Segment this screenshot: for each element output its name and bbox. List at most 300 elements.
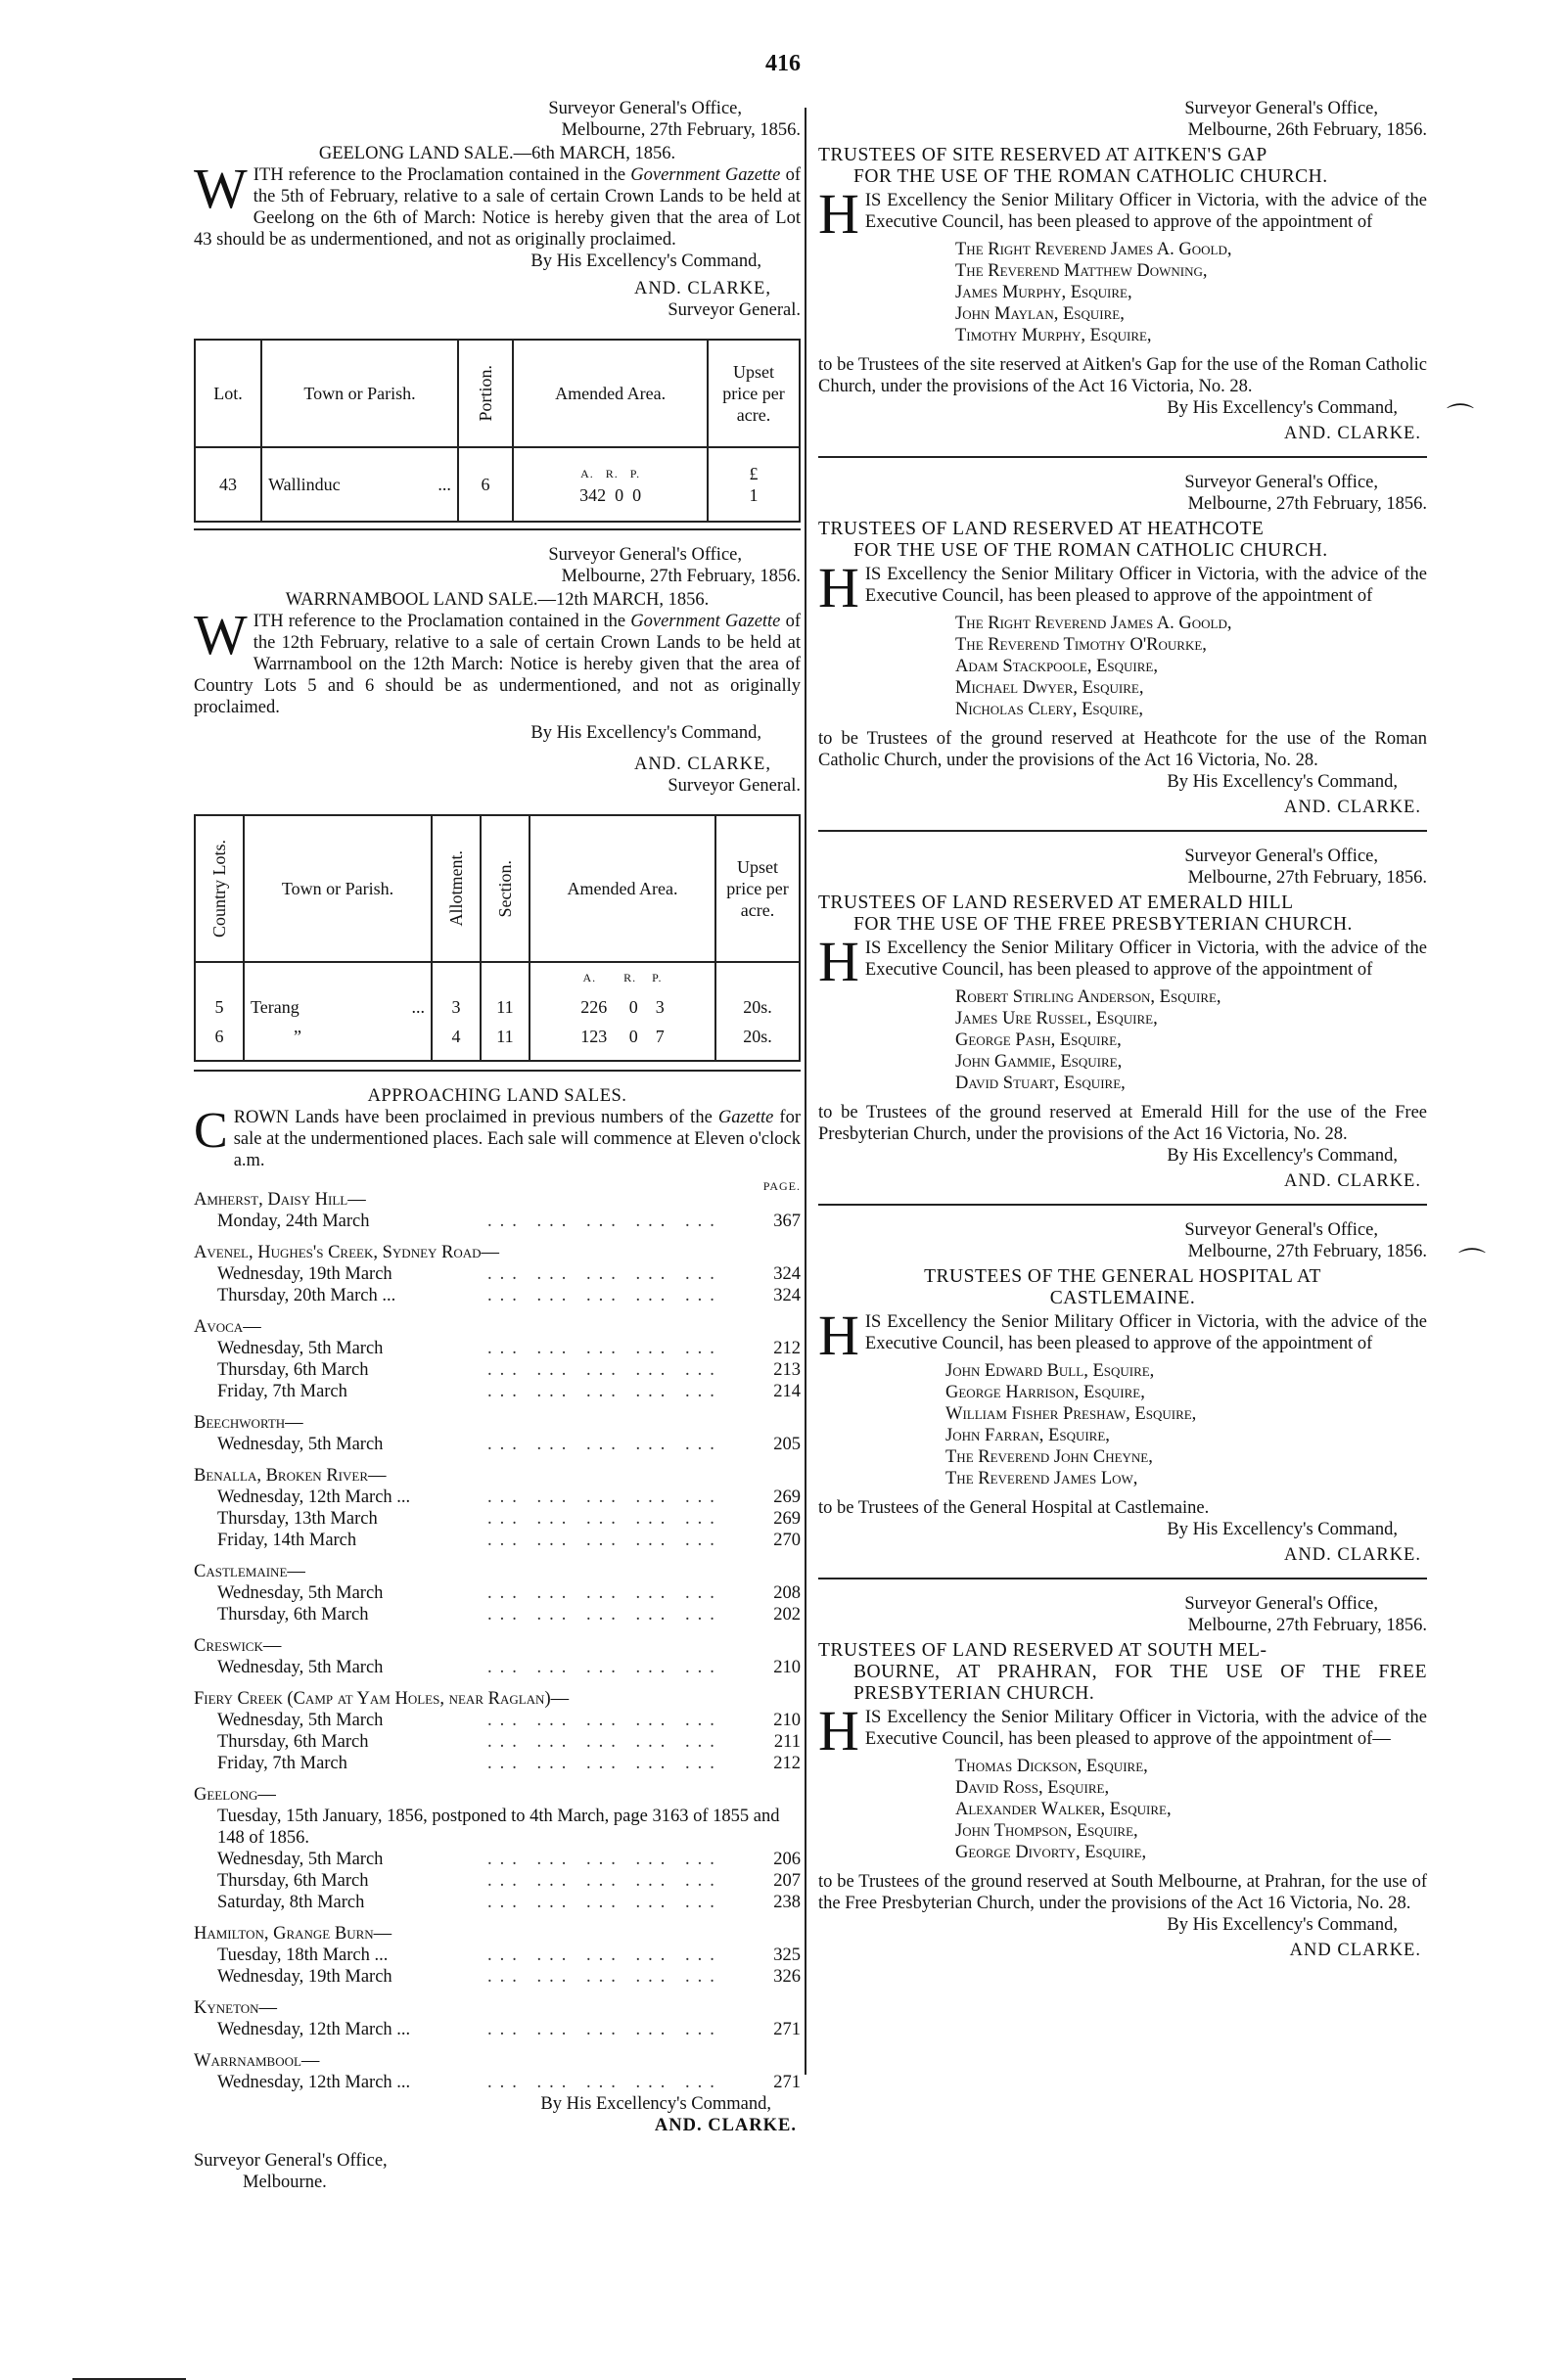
sale-place-name: Geelong— xyxy=(194,1785,276,1805)
heading-continuation: FOR THE USE OF THE ROMAN CATHOLIC CHURCH. xyxy=(853,166,1328,187)
command-line: By His Excellency's Command, xyxy=(530,252,761,271)
trustee-name: John Maylan, Esquire, xyxy=(955,304,1125,324)
sale-date: Thursday, 6th March xyxy=(217,1732,369,1752)
cell-acres: 226 xyxy=(580,997,608,1017)
separator-rule xyxy=(818,456,1427,458)
leader-dots: ... ... ... ... ... xyxy=(487,1871,722,1891)
trustee-name: The Reverend Matthew Downing, xyxy=(955,261,1208,281)
sale-place-name: Avenel, Hughes's Creek, Sydney Road— xyxy=(194,1243,500,1262)
sale-date: Wednesday, 5th March xyxy=(217,1711,384,1730)
signer: AND. CLARKE, xyxy=(634,279,771,298)
sale-date: Wednesday, 5th March xyxy=(217,1850,384,1869)
cell-perches: 0 xyxy=(632,485,642,505)
cell-lot: 6 xyxy=(195,1022,244,1061)
office-line: Surveyor General's Office, xyxy=(548,545,742,565)
cell-allotment: 4 xyxy=(432,1022,481,1061)
closing-text: to be Trustees of the site reserved at Aitken's Gap for the use of the Roman Catholic Church, under the provisions of the Act 16 Victoria, No. 28. xyxy=(818,355,1427,396)
sale-place-block xyxy=(194,1561,801,1625)
cell-price: 20s. xyxy=(715,1022,800,1061)
sale-page: 269 xyxy=(773,1509,801,1529)
sale-place-block xyxy=(194,1784,801,1913)
sale-place-block xyxy=(194,1412,801,1455)
unit-perches: P. xyxy=(652,971,663,984)
cell-acres: 123 xyxy=(580,1027,608,1046)
trustee-name: John Thompson, Esquire, xyxy=(955,1821,1138,1841)
leader-dots: ... ... ... ... ... xyxy=(487,1286,722,1305)
leader-dots: ... xyxy=(438,475,451,494)
notice-body xyxy=(818,930,1427,993)
date-line: Melbourne, 27th February, 1856. xyxy=(1187,1242,1427,1261)
col-header: Portion. xyxy=(476,365,496,422)
col-header: Lot. xyxy=(195,340,261,447)
sale-row xyxy=(194,1604,801,1625)
sale-row xyxy=(194,1731,801,1753)
sale-page: 270 xyxy=(773,1531,801,1550)
trustee-notice xyxy=(818,1204,1427,1566)
cell-perches: 7 xyxy=(655,1027,665,1046)
approaching-land-sales xyxy=(194,1085,801,2193)
trustee-name: The Reverend John Cheyne, xyxy=(945,1447,1153,1467)
body-italic: Gazette xyxy=(717,1108,774,1127)
command-line: By His Excellency's Command, xyxy=(1167,1520,1398,1539)
sale-page: 238 xyxy=(773,1893,801,1912)
sale-row xyxy=(194,1753,801,1774)
sale-row xyxy=(194,1263,801,1285)
heading-line: TRUSTEES OF LAND RESERVED AT EMERALD HILL xyxy=(818,892,1294,913)
cell-price: 20s. xyxy=(715,992,800,1022)
sale-page: 271 xyxy=(773,2073,801,2092)
sale-date: Thursday, 20th March ... xyxy=(217,1286,396,1305)
sale-row xyxy=(194,1211,801,1232)
trustee-name: William Fisher Preshaw, Esquire, xyxy=(945,1404,1197,1424)
sale-row xyxy=(194,1657,801,1678)
trustee-name: Nicholas Clery, Esquire, xyxy=(955,700,1144,719)
cell-perches: 3 xyxy=(655,997,665,1017)
geelong-notice xyxy=(194,98,801,530)
sale-date: Friday, 14th March xyxy=(217,1531,357,1550)
sale-date: Wednesday, 5th March xyxy=(217,1339,384,1358)
trustee-name: Alexander Walker, Esquire, xyxy=(955,1800,1172,1819)
trustee-name: Adam Stackpoole, Esquire, xyxy=(955,657,1158,676)
trustee-name: John Gammie, Esquire, xyxy=(955,1052,1123,1072)
signer: AND CLARKE. xyxy=(1289,1941,1421,1960)
cell-parish: Terang xyxy=(251,997,299,1017)
trustee-name: James Ure Russel, Esquire, xyxy=(955,1009,1158,1029)
sale-page: 326 xyxy=(773,1967,801,1987)
leader-dots: ... ... ... ... ... xyxy=(487,1658,722,1677)
sale-place-name: Fiery Creek (Camp at Yam Holes, near Raglan)— xyxy=(194,1689,570,1709)
warrnambool-notice xyxy=(194,544,801,1072)
sale-page: 206 xyxy=(773,1850,801,1869)
body-text: IS Excellency the Senior Military Officer in Victoria, with the advice of the Executive Council, has been pleased to approve of the appointment of xyxy=(864,938,1427,980)
sale-page: 271 xyxy=(773,2020,801,2039)
col-header: Amended Area. xyxy=(530,815,715,962)
page-number: 416 xyxy=(765,51,801,76)
separator-rule xyxy=(194,1070,801,1072)
cell-acres: 342 xyxy=(579,485,607,505)
sales-list xyxy=(194,1175,801,2093)
cell-roods: 0 xyxy=(615,485,624,505)
sale-place-block xyxy=(194,2050,801,2093)
sale-row xyxy=(194,1966,801,1988)
signer-title: Surveyor General. xyxy=(668,776,801,796)
leader-dots: ... ... ... ... ... xyxy=(487,1945,722,1965)
sale-date: Wednesday, 19th March xyxy=(217,1967,392,1987)
sale-date: Wednesday, 19th March xyxy=(217,1264,392,1284)
drop-cap: H xyxy=(818,1699,859,1762)
trustee-names xyxy=(818,613,1427,720)
leader-dots: ... ... ... ... ... xyxy=(487,1583,722,1603)
trustee-name: John Edward Bull, Esquire, xyxy=(945,1361,1155,1381)
signer: AND. CLARKE. xyxy=(1284,798,1421,817)
cell-allotment: 3 xyxy=(432,992,481,1022)
sale-date: Friday, 7th March xyxy=(217,1754,347,1773)
sale-date: Wednesday, 5th March xyxy=(217,1435,384,1454)
sale-page: 324 xyxy=(773,1264,801,1284)
sale-date: Monday, 24th March xyxy=(217,1212,370,1231)
sale-page: 202 xyxy=(773,1605,801,1625)
trustee-name: James Murphy, Esquire, xyxy=(955,283,1132,302)
body-text: of the 5th of February, relative to a sale of certain Crown Lands to be held at Geelong on the 6th of March: Notice is hereby given that the area of Lot 43 should be as undermentioned, and not as originally proclaimed. xyxy=(194,165,801,250)
signer: AND. CLARKE. xyxy=(654,2116,797,2135)
trustee-name: George Pash, Esquire, xyxy=(955,1030,1122,1050)
sale-page: 213 xyxy=(773,1360,801,1380)
office-line: Surveyor General's Office, xyxy=(1184,473,1378,492)
leader-dots: ... xyxy=(411,997,425,1017)
signer: AND. CLARKE. xyxy=(1284,1171,1421,1191)
trustee-name: David Stuart, Esquire, xyxy=(955,1074,1126,1093)
cell-portion: 6 xyxy=(458,447,513,522)
sale-page: 210 xyxy=(773,1658,801,1677)
notice-heading: GEELONG LAND SALE.—6th MARCH, 1856. xyxy=(318,144,676,163)
unit-acres: A. xyxy=(580,467,594,481)
right-column xyxy=(818,98,1427,1961)
separator-rule xyxy=(194,528,801,530)
leader-dots: ... ... ... ... ... xyxy=(487,1893,722,1912)
sale-page: 325 xyxy=(773,1945,801,1965)
leader-dots: ... ... ... ... ... xyxy=(487,1382,722,1401)
sale-place-name: Benalla, Broken River— xyxy=(194,1466,387,1486)
leader-dots: ... ... ... ... ... xyxy=(487,1754,722,1773)
sale-row xyxy=(194,1710,801,1731)
sale-place-name: Warrnambool— xyxy=(194,2051,320,2071)
table-row xyxy=(195,447,800,522)
heading-continuation: CASTLEMAINE. xyxy=(1049,1288,1196,1308)
body-text: ROWN Lands have been proclaimed in previous numbers of the xyxy=(233,1108,718,1127)
closing-text: to be Trustees of the General Hospital at Castlemaine. xyxy=(818,1498,1210,1518)
drop-cap: C xyxy=(194,1103,228,1159)
separator-rule xyxy=(818,1578,1427,1579)
drop-cap: W xyxy=(194,603,248,666)
col-header: Allotment. xyxy=(445,850,466,927)
command-line: By His Excellency's Command, xyxy=(530,723,761,743)
unit-roods: R. xyxy=(605,467,619,481)
body-text: IS Excellency the Senior Military Officer in Victoria, with the advice of the Executive Council, has been pleased to approve of the appointment of xyxy=(864,191,1427,232)
leader-dots: ... ... ... ... ... xyxy=(487,2073,722,2092)
unit-pound: £ xyxy=(749,464,759,483)
date-line: Melbourne, 26th February, 1856. xyxy=(1187,120,1427,140)
sale-row xyxy=(194,1434,801,1455)
sale-place-block xyxy=(194,1465,801,1551)
body-text: ITH reference to the Proclamation contained in the xyxy=(253,165,626,185)
closing-text: to be Trustees of the ground reserved at Emerald Hill for the use of the Free Presbyterian Church, under the provisions of the Act 16 Victoria, No. 28. xyxy=(818,1103,1427,1144)
col-header: Upset price per acre. xyxy=(708,340,800,447)
command-line: By His Excellency's Command, xyxy=(1167,1146,1398,1166)
trustee-name: Robert Stirling Anderson, Esquire, xyxy=(955,987,1221,1007)
sale-date: Tuesday, 18th March ... xyxy=(217,1945,389,1965)
signer: AND. CLARKE, xyxy=(634,755,771,774)
sale-row xyxy=(194,1285,801,1306)
table-row xyxy=(195,1022,800,1061)
notice-body xyxy=(818,1699,1427,1762)
signer: AND. CLARKE. xyxy=(1284,424,1421,443)
notice-heading: WARRNAMBOOL LAND SALE.—12th MARCH, 1856. xyxy=(285,590,710,610)
leader-dots: ... ... ... ... ... xyxy=(487,1711,722,1730)
section-heading: APPROACHING LAND SALES. xyxy=(367,1086,627,1106)
cell-parish: ” xyxy=(244,1022,432,1061)
trustee-names xyxy=(818,239,1427,346)
sale-date: Thursday, 13th March xyxy=(217,1509,378,1529)
notice-body xyxy=(818,556,1427,619)
col-header: Town or Parish. xyxy=(244,815,432,962)
sale-place-block xyxy=(194,1923,801,1988)
unit-roods: R. xyxy=(623,971,637,984)
table-row xyxy=(195,992,800,1022)
body-text: IS Excellency the Senior Military Officer in Victoria, with the advice of the Executive Council, has been pleased to approve of the appointment of— xyxy=(864,1708,1427,1749)
trustee-name: Michael Dwyer, Esquire, xyxy=(955,678,1144,698)
drop-cap: H xyxy=(818,930,859,993)
command-line: By His Excellency's Command, xyxy=(1167,398,1398,418)
cell-price: 1 xyxy=(749,485,759,505)
trustee-notice xyxy=(818,98,1427,444)
body-italic: Government Gazette xyxy=(630,165,781,185)
sale-date: Thursday, 6th March xyxy=(217,1605,369,1625)
leader-dots: ... ... ... ... ... xyxy=(487,1967,722,1987)
date-line: Melbourne, 27th February, 1856. xyxy=(561,120,801,140)
left-column xyxy=(194,98,801,2193)
sale-row xyxy=(194,1508,801,1530)
notice-heading xyxy=(818,1266,1427,1309)
command-line: By His Excellency's Command, xyxy=(540,2094,771,2114)
separator-rule xyxy=(818,1204,1427,1206)
cell-section: 11 xyxy=(481,1022,530,1061)
trustee-name: George Divorty, Esquire, xyxy=(955,1843,1147,1862)
trustee-name: The Reverend Timothy O'Rourke, xyxy=(955,635,1207,655)
sale-place-block xyxy=(194,1688,801,1774)
sale-place-block xyxy=(194,1316,801,1402)
trustee-name: Timothy Murphy, Esquire, xyxy=(955,326,1152,345)
office-line: Surveyor General's Office, xyxy=(548,99,742,118)
notice-heading xyxy=(818,1640,1427,1705)
sale-place-name: Creswick— xyxy=(194,1636,282,1656)
cell-section: 11 xyxy=(481,992,530,1022)
unit-perches: P. xyxy=(629,467,641,481)
date-line: Melbourne, 27th February, 1856. xyxy=(561,567,801,586)
drop-cap: W xyxy=(194,157,248,220)
signer: AND. CLARKE. xyxy=(1284,1545,1421,1565)
sale-page: 207 xyxy=(773,1871,801,1891)
sale-row xyxy=(194,1892,801,1913)
cell-parish: Wallinduc xyxy=(268,475,341,494)
notice-body xyxy=(818,1304,1427,1367)
table-row-units xyxy=(195,962,800,992)
body-text: IS Excellency the Senior Military Officer in Victoria, with the advice of the Executive Council, has been pleased to approve of the appointment of xyxy=(864,565,1427,606)
leader-dots: ... ... ... ... ... xyxy=(487,1488,722,1507)
col-header: Upset price per acre. xyxy=(715,815,800,962)
date-line: Melbourne, 27th February, 1856. xyxy=(1187,868,1427,888)
trustee-name: David Ross, Esquire, xyxy=(955,1778,1110,1798)
trustee-names xyxy=(818,1360,1427,1489)
cell-roods: 0 xyxy=(628,997,638,1017)
sale-date: Wednesday, 5th March xyxy=(217,1583,384,1603)
date-line: Melbourne, 27th February, 1856. xyxy=(1187,494,1427,514)
notice-heading xyxy=(818,892,1427,936)
sale-place-block xyxy=(194,1997,801,2040)
sale-row xyxy=(194,1359,801,1381)
cell-lot: 5 xyxy=(195,992,244,1022)
sale-date: Wednesday, 12th March ... xyxy=(217,2020,411,2039)
ink-mark: ⌒ xyxy=(1458,1248,1487,1278)
sale-date: Thursday, 6th March xyxy=(217,1360,369,1380)
notice-heading xyxy=(818,519,1427,562)
leader-dots: ... ... ... ... ... xyxy=(487,1732,722,1752)
body-text: of the 12th February, relative to a sale of certain Crown Lands to be held at Warrnambool on the 12th March: Notice is hereby given that the area of Country Lots 5 and 6 should be as undermentioned, and not as originally proclaimed. xyxy=(194,612,801,717)
leader-dots: ... ... ... ... ... xyxy=(487,2020,722,2039)
column-divider xyxy=(805,108,806,2075)
heading-line: TRUSTEES OF LAND RESERVED AT SOUTH MEL- xyxy=(818,1640,1267,1661)
heading-line: TRUSTEES OF THE GENERAL HOSPITAL AT xyxy=(924,1266,1321,1287)
command-line: By His Excellency's Command, xyxy=(1167,1915,1398,1935)
trustee-names xyxy=(818,986,1427,1094)
sale-place-block xyxy=(194,1635,801,1678)
leader-dots: ... ... ... ... ... xyxy=(487,1531,722,1550)
sale-date: Saturday, 8th March xyxy=(217,1893,365,1912)
leader-dots: ... ... ... ... ... xyxy=(487,1605,722,1625)
sale-row xyxy=(194,1582,801,1604)
trustee-name: The Reverend James Low, xyxy=(945,1469,1138,1488)
sale-row xyxy=(194,1870,801,1892)
col-header: Section. xyxy=(494,859,515,918)
trustee-name: George Harrison, Esquire, xyxy=(945,1383,1145,1402)
ink-mark: ⌒ xyxy=(1447,403,1475,434)
sale-page: 205 xyxy=(773,1435,801,1454)
body-text: IS Excellency the Senior Military Officer in Victoria, with the advice of the Executive Council, has been pleased to approve of the appointment of xyxy=(864,1312,1427,1353)
footer-place: Melbourne. xyxy=(243,2173,327,2192)
trustee-name: Thomas Dickson, Esquire, xyxy=(955,1757,1148,1776)
sale-place-name: Amherst, Daisy Hill— xyxy=(194,1190,366,1210)
sale-page: 210 xyxy=(773,1711,801,1730)
geelong-table xyxy=(194,339,801,523)
warrnambool-table xyxy=(194,814,801,1062)
cell-lot: 43 xyxy=(195,447,261,522)
drop-cap: H xyxy=(818,1304,859,1367)
sale-place-name: Beechworth— xyxy=(194,1413,303,1433)
sale-place-name: Avoca— xyxy=(194,1317,261,1337)
sale-date: Thursday, 6th March xyxy=(217,1871,369,1891)
leader-dots: ... ... ... ... ... xyxy=(487,1435,722,1454)
leader-dots: ... ... ... ... ... xyxy=(487,1212,722,1231)
sale-place-name: Hamilton, Grange Burn— xyxy=(194,1924,392,1944)
sale-page: 214 xyxy=(773,1382,801,1401)
heading-line: TRUSTEES OF LAND RESERVED AT HEATHCOTE xyxy=(818,519,1265,539)
sale-page: 208 xyxy=(773,1583,801,1603)
sale-row xyxy=(194,1381,801,1402)
unit-acres: A. xyxy=(582,971,597,984)
signer-title: Surveyor General. xyxy=(668,300,801,320)
leader-dots: ... ... ... ... ... xyxy=(487,1509,722,1529)
trustee-notice xyxy=(818,1578,1427,1961)
sale-place-block xyxy=(194,1189,801,1232)
heading-line: TRUSTEES OF SITE RESERVED AT AITKEN'S GAP xyxy=(818,145,1267,165)
sale-row xyxy=(194,2019,801,2040)
command-line: By His Excellency's Command, xyxy=(1167,772,1398,792)
sale-row xyxy=(194,2072,801,2093)
body-italic: Government Gazette xyxy=(630,612,781,631)
leader-dots: ... ... ... ... ... xyxy=(487,1360,722,1380)
col-header: Town or Parish. xyxy=(261,340,458,447)
sale-page: 211 xyxy=(773,1732,801,1752)
separator-rule xyxy=(818,830,1427,832)
leader-dots: ... ... ... ... ... xyxy=(487,1339,722,1358)
sale-place-name: Kyneton— xyxy=(194,1998,278,2018)
sale-row xyxy=(194,1338,801,1359)
body-text: for sale at the undermentioned places. Each sale will commence at Eleven o'clock a.m. xyxy=(233,1108,801,1170)
sale-page: 212 xyxy=(773,1754,801,1773)
sale-date: Wednesday, 12th March ... xyxy=(217,2073,411,2092)
trustee-notice xyxy=(818,456,1427,818)
notice-heading xyxy=(818,145,1427,188)
office-line: Surveyor General's Office, xyxy=(1184,847,1378,866)
sale-row xyxy=(194,1530,801,1551)
drop-cap: H xyxy=(818,556,859,619)
page-column-header: PAGE. xyxy=(762,1179,801,1193)
closing-text: to be Trustees of the ground reserved at Heathcote for the use of the Roman Catholic Church, under the provisions of the Act 16 Victoria, No. 28. xyxy=(818,729,1427,770)
col-header: Country Lots. xyxy=(209,839,229,938)
date-line: Melbourne, 27th February, 1856. xyxy=(1187,1616,1427,1635)
drop-cap: H xyxy=(818,182,859,246)
sale-row xyxy=(194,1849,801,1870)
sale-page: 269 xyxy=(773,1488,801,1507)
office-line: Surveyor General's Office, xyxy=(1184,1220,1378,1240)
trustee-name: John Farran, Esquire, xyxy=(945,1426,1110,1445)
heading-continuation: BOURNE, AT PRAHRAN, FOR THE USE OF THE FREE PRESBYTERIAN CHURCH. xyxy=(853,1662,1427,1704)
sale-note: Tuesday, 15th January, 1856, postponed to 4th March, page 3163 of 1855 and 148 of 1856. xyxy=(217,1807,780,1848)
sale-date: Wednesday, 5th March xyxy=(217,1658,384,1677)
cell-roods: 0 xyxy=(628,1027,638,1046)
trustee-name: The Right Reverend James A. Goold, xyxy=(955,614,1232,633)
footer-office: Surveyor General's Office, xyxy=(194,2151,388,2171)
sale-page: 212 xyxy=(773,1339,801,1358)
sale-page: 367 xyxy=(773,1212,801,1231)
heading-continuation: FOR THE USE OF THE ROMAN CATHOLIC CHURCH. xyxy=(853,540,1328,561)
trustee-notice xyxy=(818,830,1427,1192)
leader-dots: ... ... ... ... ... xyxy=(487,1850,722,1869)
office-line: Surveyor General's Office, xyxy=(1184,1594,1378,1614)
trustee-name: The Right Reverend James A. Goold, xyxy=(955,240,1232,259)
col-header: Amended Area. xyxy=(513,340,708,447)
body-text: ITH reference to the Proclamation contained in the xyxy=(253,612,626,631)
heading-continuation: FOR THE USE OF THE FREE PRESBYTERIAN CHURCH. xyxy=(853,914,1353,935)
sale-place-name: Castlemaine— xyxy=(194,1562,305,1581)
sale-row xyxy=(194,1487,801,1508)
leader-dots: ... ... ... ... ... xyxy=(487,1264,722,1284)
trustee-names xyxy=(818,1756,1427,1863)
office-line: Surveyor General's Office, xyxy=(1184,99,1378,118)
sale-page: 324 xyxy=(773,1286,801,1305)
sale-date: Wednesday, 12th March ... xyxy=(217,1488,411,1507)
sale-row xyxy=(194,1945,801,1966)
sale-place-block xyxy=(194,1242,801,1306)
